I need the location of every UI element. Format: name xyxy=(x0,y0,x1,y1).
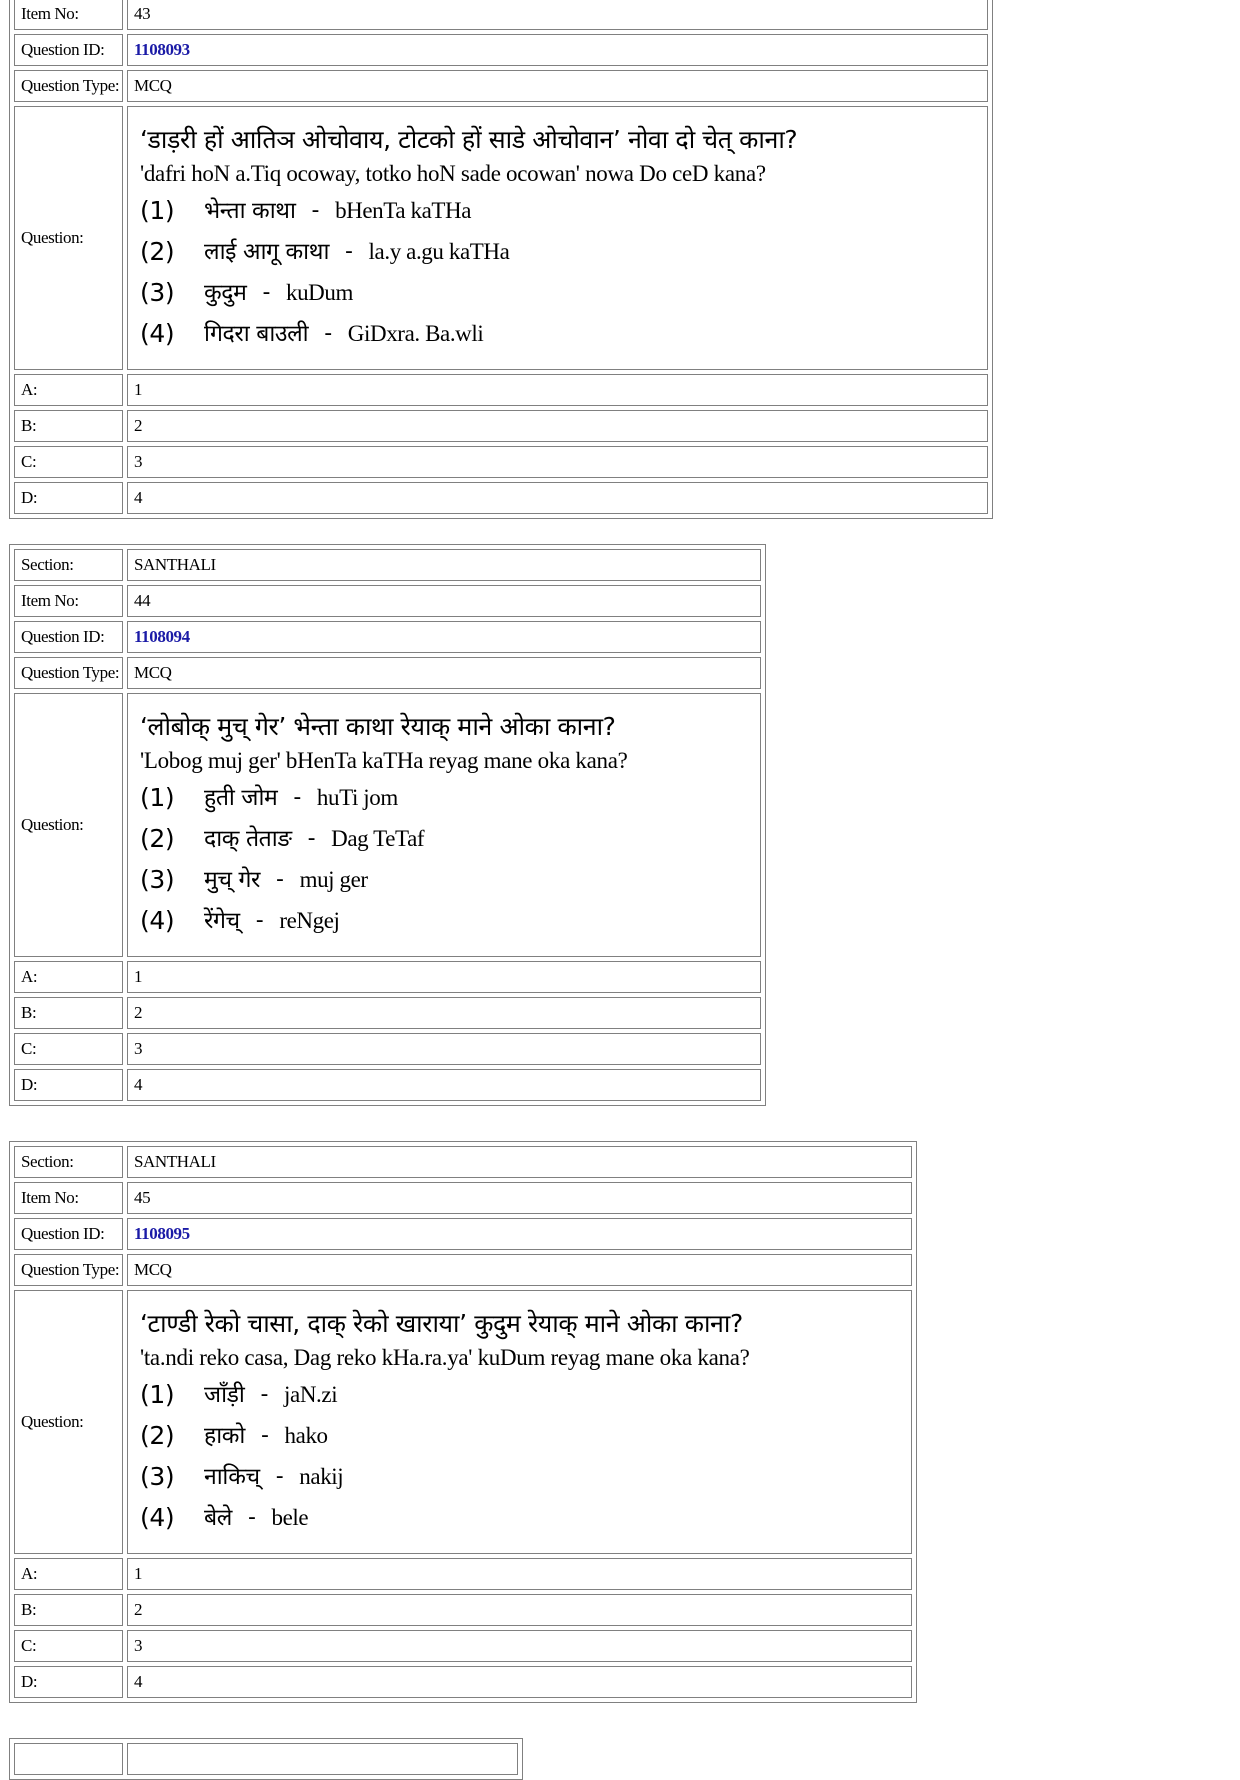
option-text-devanagari: दाक् तेताङ xyxy=(204,825,292,852)
option-text-devanagari: हुती जोम xyxy=(204,784,278,811)
section-row xyxy=(14,1146,912,1178)
question-id-label: Question ID: xyxy=(14,1218,123,1250)
answer-label: D: xyxy=(14,1069,123,1101)
option-text-roman: Dag TeTaf xyxy=(331,825,425,851)
option-number: (4) xyxy=(140,318,175,348)
question-id-row xyxy=(14,34,988,66)
question-text-transliteration: 'dafri hoN a.Tiq ocoway, totko hoN sade ocowan' nowa Do ceD kana? xyxy=(140,161,766,186)
question-id-row xyxy=(14,1218,912,1250)
item-label: Item No: xyxy=(14,1182,123,1214)
option-3 xyxy=(140,1456,903,1497)
option-text-roman: reNgej xyxy=(279,907,340,933)
option-4 xyxy=(140,1497,903,1538)
answer-row-b xyxy=(14,997,761,1029)
question-content xyxy=(127,1290,912,1554)
option-dash: - xyxy=(262,279,270,305)
question-label: Question: xyxy=(14,1290,123,1554)
partial-label-cell xyxy=(14,1743,123,1775)
item-row xyxy=(14,0,988,30)
question-type-row xyxy=(14,70,988,102)
option-text-roman: muj ger xyxy=(299,866,368,892)
partial-value-cell xyxy=(127,1743,518,1775)
answer-row-a xyxy=(14,1558,912,1590)
option-dash: - xyxy=(307,825,316,851)
question-table-next-partial xyxy=(9,1738,523,1780)
item-row xyxy=(14,585,761,617)
question-type-row xyxy=(14,1254,912,1286)
question-type: MCQ xyxy=(127,1254,912,1286)
question-text-transliteration: 'ta.ndi reko casa, Dag reko kHa.ra.ya' kuDum reyag mane oka kana? xyxy=(140,1345,750,1370)
answer-label: A: xyxy=(14,374,123,406)
option-text-roman: nakij xyxy=(299,1463,344,1489)
item-label: Item No: xyxy=(14,585,123,617)
option-text-devanagari: मुच् गेर xyxy=(204,866,261,893)
answer-row-d xyxy=(14,482,988,514)
option-1 xyxy=(140,1374,903,1415)
answer-value: 1 xyxy=(127,961,761,993)
answer-label: C: xyxy=(14,1033,123,1065)
question-id: 1108093 xyxy=(127,34,988,66)
option-number: (1) xyxy=(140,195,175,225)
option-2 xyxy=(140,818,752,859)
answer-label: D: xyxy=(14,482,123,514)
option-text-roman: huTi jom xyxy=(316,784,398,810)
option-number: (3) xyxy=(140,277,175,307)
option-dash: - xyxy=(311,197,320,223)
answer-value: 3 xyxy=(127,1033,761,1065)
answer-row-b xyxy=(14,410,988,442)
section-row xyxy=(14,549,761,581)
option-4 xyxy=(140,900,752,941)
option-3 xyxy=(140,272,979,313)
section-name: SANTHALI xyxy=(127,1146,912,1178)
partial-row xyxy=(14,1743,518,1775)
option-dash: - xyxy=(255,907,264,933)
question-id-label: Question ID: xyxy=(14,34,123,66)
answer-label: B: xyxy=(14,1594,123,1626)
answer-value: 2 xyxy=(127,410,988,442)
option-number: (2) xyxy=(140,823,175,853)
answer-label: B: xyxy=(14,997,123,1029)
answer-label: D: xyxy=(14,1666,123,1698)
item-number: 45 xyxy=(127,1182,912,1214)
option-text-devanagari: रेंगेच् xyxy=(204,907,240,934)
question-type-label: Question Type: xyxy=(14,70,123,102)
question-row xyxy=(14,1290,912,1554)
question-table-45 xyxy=(9,1141,917,1703)
question-id-label: Question ID: xyxy=(14,621,123,653)
option-dash: - xyxy=(247,1504,256,1530)
question-type: MCQ xyxy=(127,70,988,102)
answer-value: 1 xyxy=(127,374,988,406)
option-text-devanagari: नाकिच् xyxy=(204,1463,260,1490)
answer-row-c xyxy=(14,1033,761,1065)
question-content xyxy=(127,106,988,370)
answer-label: A: xyxy=(14,1558,123,1590)
item-number: 43 xyxy=(127,0,988,30)
answer-label: B: xyxy=(14,410,123,442)
answer-label: C: xyxy=(14,446,123,478)
question-content xyxy=(127,693,761,957)
section-label: Section: xyxy=(14,1146,123,1178)
question-row xyxy=(14,693,761,957)
option-dash: - xyxy=(261,1422,269,1448)
question-label: Question: xyxy=(14,106,123,370)
option-number: (2) xyxy=(140,236,175,266)
option-number: (3) xyxy=(140,1461,175,1491)
question-id: 1108094 xyxy=(127,621,761,653)
answer-row-a xyxy=(14,961,761,993)
option-1 xyxy=(140,777,752,818)
question-text-devanagari: ‘लोबोक् मुच् गेर’ भेन्ता काथा रेयाक् माने ओका काना? xyxy=(140,712,616,741)
answer-value: 2 xyxy=(127,997,761,1029)
option-number: (4) xyxy=(140,905,175,935)
option-text-devanagari: गिदरा बाउली xyxy=(204,320,309,347)
option-text-roman: bele xyxy=(271,1504,309,1530)
option-number: (4) xyxy=(140,1502,175,1532)
answer-value: 4 xyxy=(127,482,988,514)
answer-value: 1 xyxy=(127,1558,912,1590)
answer-label: A: xyxy=(14,961,123,993)
option-text-devanagari: भेन्ता काथा xyxy=(204,197,296,224)
item-row xyxy=(14,1182,912,1214)
section-name: SANTHALI xyxy=(127,549,761,581)
option-text-devanagari: लाई आगू काथा xyxy=(204,238,329,265)
option-text-devanagari: हाको xyxy=(204,1422,245,1449)
option-2 xyxy=(140,1415,903,1456)
option-dash: - xyxy=(293,784,301,810)
option-text-roman: bHenTa kaTHa xyxy=(335,197,472,223)
question-type-row xyxy=(14,657,761,689)
answer-label: C: xyxy=(14,1630,123,1662)
question-text-devanagari: ‘डाड़री हों आतिञ ओचोवाय, टोटको हों साडे ओचोवान’ नोवा दो चेत् काना? xyxy=(140,125,798,154)
option-number: (2) xyxy=(140,1420,175,1450)
question-text-devanagari: ‘टाण्डी रेको चासा, दाक् रेको खाराया’ कुदुम रेयाक् माने ओका काना? xyxy=(140,1309,743,1338)
item-number: 44 xyxy=(127,585,761,617)
option-text-devanagari: कुदुम xyxy=(204,279,247,306)
section-label: Section: xyxy=(14,549,123,581)
option-number: (1) xyxy=(140,1379,175,1409)
question-id: 1108095 xyxy=(127,1218,912,1250)
answer-value: 4 xyxy=(127,1666,912,1698)
option-text-roman: kuDum xyxy=(285,279,353,305)
question-row xyxy=(14,106,988,370)
option-2 xyxy=(140,231,979,272)
answer-value: 3 xyxy=(127,446,988,478)
option-text-roman: hako xyxy=(284,1422,328,1448)
option-dash: - xyxy=(260,1381,269,1407)
option-dash: - xyxy=(324,320,332,346)
option-number: (3) xyxy=(140,864,175,894)
option-dash: - xyxy=(276,866,284,892)
answer-row-a xyxy=(14,374,988,406)
answer-value: 2 xyxy=(127,1594,912,1626)
option-text-devanagari: जाँड़ी xyxy=(204,1381,245,1408)
option-4 xyxy=(140,313,979,354)
question-table-43 xyxy=(9,0,993,519)
answer-value: 4 xyxy=(127,1069,761,1101)
question-type-label: Question Type: xyxy=(14,657,123,689)
option-text-devanagari: बेले xyxy=(204,1504,232,1531)
item-label: Item No: xyxy=(14,0,123,30)
answer-row-b xyxy=(14,1594,912,1626)
question-type-label: Question Type: xyxy=(14,1254,123,1286)
option-dash: - xyxy=(275,1463,284,1489)
answer-value: 3 xyxy=(127,1630,912,1662)
answer-row-d xyxy=(14,1069,761,1101)
option-number: (1) xyxy=(140,782,175,812)
question-table-44 xyxy=(9,544,766,1106)
question-label: Question: xyxy=(14,693,123,957)
option-1 xyxy=(140,190,979,231)
answer-row-c xyxy=(14,446,988,478)
option-text-roman: GiDxra. Ba.wli xyxy=(347,320,484,346)
answer-row-c xyxy=(14,1630,912,1662)
option-dash: - xyxy=(345,238,353,264)
option-text-roman: jaN.zi xyxy=(284,1381,338,1407)
question-text-transliteration: 'Lobog muj ger' bHenTa kaTHa reyag mane oka kana? xyxy=(140,748,628,773)
question-type: MCQ xyxy=(127,657,761,689)
answer-row-d xyxy=(14,1666,912,1698)
question-id-row xyxy=(14,621,761,653)
option-3 xyxy=(140,859,752,900)
option-text-roman: la.y a.gu kaTHa xyxy=(368,238,510,264)
